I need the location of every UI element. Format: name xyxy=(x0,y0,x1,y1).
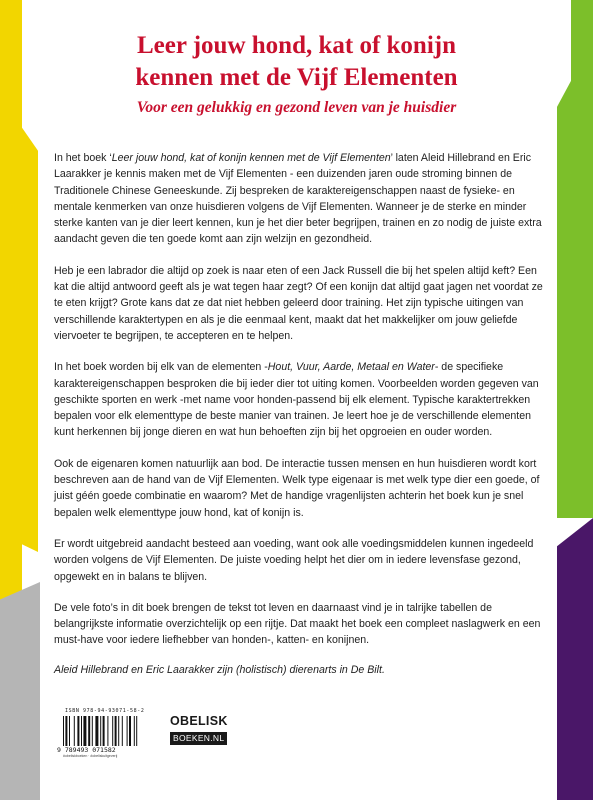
barcode-bar xyxy=(115,716,117,746)
blurb-paragraph-5: Er wordt uitgebreid aandacht besteed aan voeding, want ook alle voedingsmiddelen kunnen ingedeeld worden volgens de Vijf Elementen. De juiste voeding helpt het dier om in iedere levensfase gezond, opgewekt en in balans te blijven. xyxy=(54,537,534,583)
barcode-bar xyxy=(74,716,75,746)
book-subtitle: Voor een gelukkig en gezond leven van je huisdier xyxy=(136,99,457,116)
publisher-site: BOEKEN.NL xyxy=(170,732,227,745)
blurb-paragraph-6: De vele foto’s in dit boek brengen de tekst tot leven en daarnaast vind je in talrijke tabellen de belangrijkste informatie overzichtelijk op een rijtje. Dat maakt het boek een compleet naslagwerk en een must-have voor iedere liefhebber van honden-, katten- en konijnen. xyxy=(54,601,541,647)
blurb-paragraph-2: Heb je een labrador die altijd op zoek is naar eten of een Jack Russell die bij het spelen altijd keft? Een kat die altijd antwoord geeft als je wat tegen haar zegt? Of een konijn dat altijd gaat jagen net voordat ze te eten krijgt? Grote kans dat ze dat niet hebben geleerd door training. Het zijn typische uitingen van verschillende karaktertypen en als je die eenmaal kent, maakt dat het makkelijker om jouw geliefde viervoeter te begrijpen, te accepteren en te helpen. xyxy=(54,264,543,342)
barcode-bar xyxy=(136,716,137,746)
blurb-paragraph-3 xyxy=(54,359,544,440)
p3-lead: In het boek worden bij elk van de elementen - xyxy=(54,361,268,374)
publisher-logo xyxy=(170,714,226,748)
isbn-label: ISBN 978-94-93071-58-2 xyxy=(65,708,145,714)
blurb-text xyxy=(54,150,544,693)
barcode-bar xyxy=(63,716,64,746)
barcode-bar xyxy=(83,716,86,746)
isbn-number: 9 789493 071582 xyxy=(57,746,116,754)
book-title xyxy=(60,30,533,94)
yellow-side-band xyxy=(0,96,38,552)
barcode-bar xyxy=(107,716,108,746)
grey-side-band xyxy=(0,582,40,800)
barcode-bar xyxy=(100,716,101,746)
barcode-bar xyxy=(134,716,135,746)
barcode-bar xyxy=(77,716,79,746)
barcode-bar xyxy=(81,716,82,746)
barcode-bar xyxy=(92,716,93,746)
barcode-bar xyxy=(118,716,119,746)
barcode-hashtags: #obeliskboeken · #obeliskuitgeverij xyxy=(63,754,118,758)
yellow-band-lower xyxy=(0,520,22,600)
barcode-bar xyxy=(103,716,105,746)
barcode-bar xyxy=(112,716,113,746)
publisher-name: OBELISK xyxy=(170,714,228,728)
barcode-bar xyxy=(95,716,98,746)
p1-rest: ’ laten Aleid Hillebrand en Eric Laarakker je kennis maken met de Vijf Elementen - een duizenden jaren oude stroming binnen de Traditionele Chinese Geneeskunde. Zij bespreken de karaktereigenschappen naast de fysieke- en mentale kenmerken van onze huisdieren volgens de Vijf Elementen. Wanneer je de sterke en minder sterke kanten van je dier leert kennen, kun je het dier beter begrijpen, trainen en zo nodig de juiste extra aandacht geven die ten goede komt aan zijn welzijn en gezondheid. xyxy=(54,152,542,246)
green-side-band xyxy=(557,40,593,518)
p1-book-title: Leer jouw hond, kat of konijn kennen met de Vijf Elementen xyxy=(111,152,391,164)
p3-rest: - de specifieke karaktereigenschappen besproken die bij ieder dier tot uiting komen. Voorbeelden worden gegeven van geschikte sporten en werk -met name voor honden-passend bij elk element. Typische karaktertrekken bepalen voor elk elementtype de beste manier van trainen. Je leert hoe je de verschillende elementen kunt herkennen bij jonge dieren en wat hun behoeften zijn bij het opgroeien en ouder worden. xyxy=(54,361,539,439)
barcode-graphic xyxy=(63,716,163,746)
p1-lead: In het boek ‘ xyxy=(54,152,112,164)
barcode-bar xyxy=(122,716,123,746)
barcode-bar xyxy=(129,716,131,746)
isbn-barcode xyxy=(57,708,167,758)
barcode-bar xyxy=(65,716,67,746)
author-note: Aleid Hillebrand en Eric Laarakker zijn (holistisch) dierenarts in De Bilt. xyxy=(54,663,385,676)
purple-side-band xyxy=(557,518,593,800)
title-line-1: Leer jouw hond, kat of konijn xyxy=(136,32,457,59)
title-line-2: kennen met de Vijf Elementen xyxy=(135,64,458,91)
blurb-paragraph-1 xyxy=(54,150,544,248)
p3-elements: Hout, Vuur, Aarde, Metaal en Water xyxy=(267,361,435,374)
blurb-paragraph-4: Ook de eigenaren komen natuurlijk aan bod. De interactie tussen mensen en hun huisdieren wordt kort beschreven aan de hand van de Vijf Elementen. Welk type eigenaar is met welk type dier een goede, of juist géén goede combinatie en waarom? Met de handige vragenlijsten achterin het boek kun je snel bepalen welk elementtype jouw hond, kat of konijn is. xyxy=(54,457,540,519)
barcode-bars xyxy=(63,716,163,748)
barcode-bar xyxy=(69,716,70,746)
barcode-bar xyxy=(88,716,90,746)
barcode-bar xyxy=(127,716,128,746)
